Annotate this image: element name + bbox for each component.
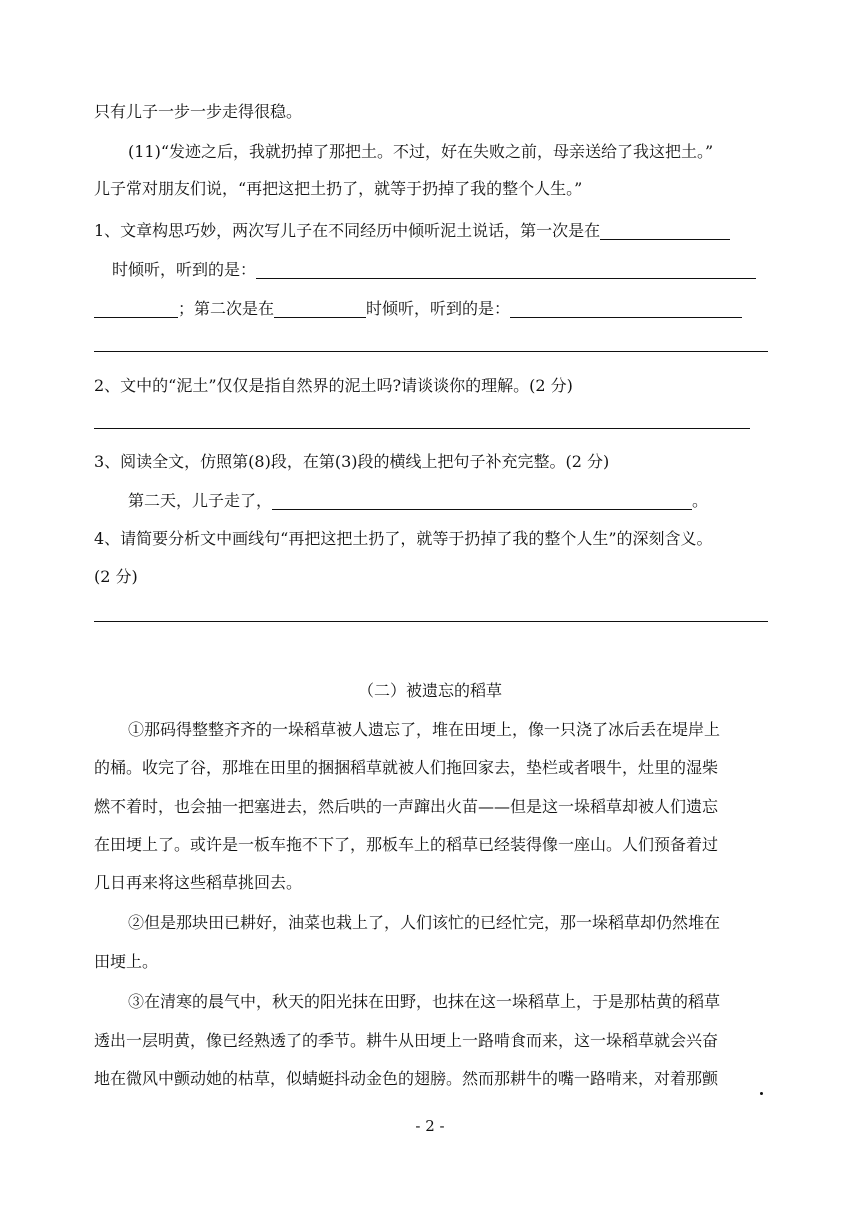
- question-3-period: 。: [692, 491, 709, 510]
- question-2: 2、文中的“泥土”仅仅是指自然界的泥土吗?请谈谈你的理解。(2 分): [94, 376, 573, 395]
- answer-line[interactable]: [94, 621, 768, 622]
- paragraph-line: 地在微风中颤动她的枯草，似蜻蜓抖动金色的翅膀。然而那耕牛的嘴一路啃来，对着那颤: [94, 1069, 719, 1088]
- answer-blank[interactable]: [274, 299, 366, 318]
- paragraph-line: ①那码得整整齐齐的一垛稻草被人遗忘了，堆在田埂上，像一只浇了冰后丢在堤岸上: [128, 720, 721, 739]
- question-1-text: 时倾听，听到的是：: [366, 299, 511, 318]
- paragraph-line: 燃不着时，也会抽一把塞进去，然后哄的一声蹿出火苗——但是这一垛稻草却被人们遗忘: [94, 797, 719, 816]
- question-1-text: 时倾听，听到的是：: [112, 260, 257, 279]
- question-1: [94, 220, 768, 242]
- emphasis-dot: [760, 1092, 763, 1095]
- question-3-text: 第二天，儿子走了，: [128, 491, 273, 510]
- paragraph-line: 透出一层明黄，像已经熟透了的季节。耕牛从田埂上一路啃食而来，这一垛稻草就会兴奋: [94, 1031, 719, 1050]
- question-1-cont: [94, 298, 768, 320]
- answer-blank[interactable]: [256, 260, 756, 279]
- answer-line[interactable]: [94, 428, 750, 429]
- paragraph-line: 几日再来将这些稻草挑回去。: [94, 873, 303, 892]
- question-4-cont: (2 分): [94, 567, 138, 586]
- question-1-text: 1、文章构思巧妙，两次写儿子在不同经历中倾听泥土说话，第一次是在: [94, 221, 601, 240]
- question-3-fill: [128, 490, 768, 512]
- question-1-text: ；第二次是在: [178, 299, 275, 318]
- paragraph-line: ③在清寒的晨气中，秋天的阳光抹在田野，也抹在这一垛稻草上，于是那枯黄的稻草: [128, 992, 721, 1011]
- paragraph-line: 田埂上。: [94, 952, 159, 971]
- answer-blank[interactable]: [600, 221, 730, 240]
- question-1-cont: [112, 259, 768, 281]
- answer-blank[interactable]: [94, 299, 178, 318]
- answer-blank[interactable]: [272, 491, 692, 510]
- page-number: - 2 -: [415, 1117, 445, 1135]
- answer-line[interactable]: [94, 351, 768, 352]
- story-paragraph-11: (11)“发迹之后，我就扔掉了那把土。不过，好在失败之前，母亲送给了我这把土。”: [128, 142, 714, 161]
- section-title: （二）被遗忘的稻草: [357, 681, 502, 700]
- paragraph-line: 的桶。收完了谷，那堆在田里的捆捆稻草就被人们拖回家去，垫栏或者喂牛，灶里的湿柴: [94, 758, 719, 777]
- question-3: 3、阅读全文，仿照第(8)段，在第(3)段的横线上把句子补充完整。(2 分): [94, 452, 610, 471]
- story-line: 儿子常对朋友们说，“再把这把土扔了，就等于扔掉了我的整个人生。”: [94, 179, 583, 198]
- paragraph-line: 在田埂上了。或许是一板车拖不下了，那板车上的稻草已经装得像一座山。人们预备着过: [94, 835, 719, 854]
- answer-blank[interactable]: [510, 299, 742, 318]
- question-4: 4、请简要分析文中画线句“再把这把土扔了，就等于扔掉了我的整个人生”的深刻含义。: [94, 529, 713, 548]
- story-line: 只有儿子一步一步走得很稳。: [94, 102, 303, 121]
- paragraph-line: ②但是那块田已耕好，油菜也栽上了，人们该忙的已经忙完，那一垛稻草却仍然堆在: [128, 913, 721, 932]
